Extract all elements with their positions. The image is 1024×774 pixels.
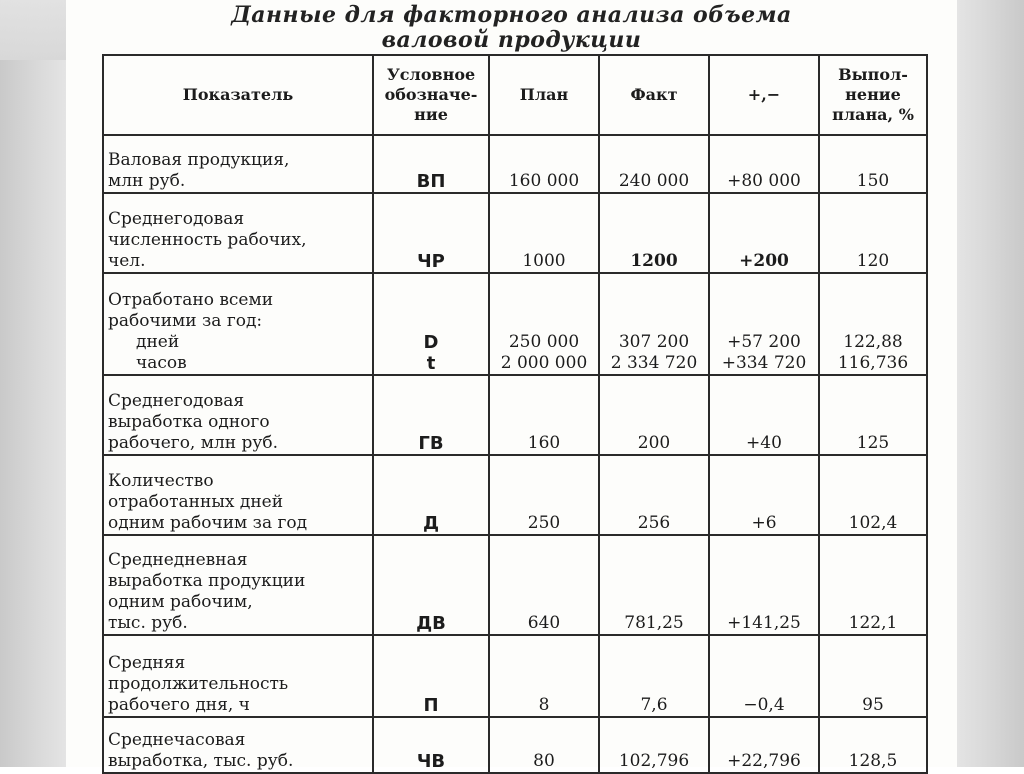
name-line: рабочего, млн руб.: [108, 433, 279, 453]
row-diff: +22,796: [709, 717, 819, 773]
name-line: выработка, тыс. руб.: [108, 751, 294, 771]
name-line: выработка продукции: [108, 571, 306, 591]
row-fact: 1200: [599, 193, 709, 273]
row-execution: 125: [819, 375, 927, 455]
symbol-line: D: [423, 332, 439, 353]
table-row: [103, 375, 927, 455]
name-line: часов: [136, 353, 187, 373]
header-execution-line: плана, %: [832, 105, 914, 124]
plan-line: 2 000 000: [500, 353, 588, 373]
row-indicator-name: [103, 635, 373, 717]
name-line: млн руб.: [108, 171, 186, 191]
row-symbol: [373, 273, 489, 375]
row-diff: [709, 273, 819, 375]
name-line: рабочего дня, ч: [108, 695, 250, 715]
row-fact: [599, 273, 709, 375]
row-plan: 160: [489, 375, 599, 455]
table-row: [103, 455, 927, 535]
row-symbol: Д: [373, 455, 489, 535]
factor-analysis-table: [102, 54, 928, 774]
row-fact: 256: [599, 455, 709, 535]
row-symbol: ГВ: [373, 375, 489, 455]
diff-line: +57 200: [727, 332, 801, 352]
document-title-line-1: Данные для факторного анализа объема: [231, 2, 792, 28]
name-line: Отработано всеми: [108, 290, 274, 310]
document-title-line-2: валовой продукции: [381, 27, 642, 53]
row-execution: 150: [819, 135, 927, 193]
row-indicator-name: [103, 375, 373, 455]
header-fact: Факт: [599, 55, 709, 135]
table-row: [103, 193, 927, 273]
header-symbol-line: обозначе-: [384, 85, 478, 104]
header-execution-line: нение: [845, 85, 901, 104]
name-line: Среднегодовая: [108, 209, 245, 229]
name-line: Средняя: [108, 653, 186, 673]
table-header-row: [103, 55, 927, 135]
name-line: дней: [136, 332, 180, 352]
header-execution-line: Выпол-: [838, 65, 908, 84]
left-backdrop: [0, 0, 66, 767]
row-diff: +200: [709, 193, 819, 273]
row-execution: 122,1: [819, 535, 927, 635]
table-row: [103, 273, 927, 375]
plan-line: 250 000: [508, 332, 580, 352]
row-indicator-name: [103, 535, 373, 635]
header-plan: План: [489, 55, 599, 135]
row-symbol: П: [373, 635, 489, 717]
table-row: [103, 717, 927, 773]
fact-line: 307 200: [618, 332, 690, 352]
table-row: [103, 135, 927, 193]
row-plan: 250: [489, 455, 599, 535]
name-line: численность рабочих,: [108, 230, 307, 250]
symbol-line: t: [426, 353, 436, 374]
row-fact: 7,6: [599, 635, 709, 717]
row-indicator-name: [103, 135, 373, 193]
row-indicator-name: [103, 717, 373, 773]
header-indicator: Показатель: [103, 55, 373, 135]
row-execution: 95: [819, 635, 927, 717]
name-line: чел.: [108, 251, 146, 271]
execution-line: 122,88: [843, 332, 903, 352]
header-symbol-line: Условное: [386, 65, 476, 84]
row-plan: 640: [489, 535, 599, 635]
row-execution: 120: [819, 193, 927, 273]
row-symbol: ДВ: [373, 535, 489, 635]
document-page: [66, 0, 957, 772]
table-row: [103, 635, 927, 717]
row-execution: [819, 273, 927, 375]
row-fact: 781,25: [599, 535, 709, 635]
row-symbol: ВП: [373, 135, 489, 193]
row-fact: 102,796: [599, 717, 709, 773]
row-indicator-name: [103, 273, 373, 375]
row-symbol: ЧВ: [373, 717, 489, 773]
header-execution: [819, 55, 927, 135]
diff-line: +334 720: [721, 353, 807, 373]
row-plan: 8: [489, 635, 599, 717]
row-plan: 80: [489, 717, 599, 773]
row-fact: 240 000: [599, 135, 709, 193]
table-row: [103, 535, 927, 635]
row-diff: +80 000: [709, 135, 819, 193]
row-indicator-name: [103, 193, 373, 273]
row-diff: +40: [709, 375, 819, 455]
header-symbol-line: ние: [414, 105, 448, 124]
name-line: Количество: [108, 471, 214, 491]
row-indicator-name: [103, 455, 373, 535]
row-execution: 102,4: [819, 455, 927, 535]
name-line: отработанных дней: [108, 492, 284, 512]
row-fact: 200: [599, 375, 709, 455]
name-line: Среднегодовая: [108, 391, 245, 411]
row-plan: 160 000: [489, 135, 599, 193]
name-line: выработка одного: [108, 412, 270, 432]
name-line: Среднечасовая: [108, 730, 246, 750]
row-diff: +6: [709, 455, 819, 535]
header-diff: +,−: [709, 55, 819, 135]
name-line: одним рабочим за год: [108, 513, 308, 533]
name-line: одним рабочим,: [108, 592, 253, 612]
row-diff: −0,4: [709, 635, 819, 717]
row-execution: 128,5: [819, 717, 927, 773]
row-plan: 1000: [489, 193, 599, 273]
fact-line: 2 334 720: [610, 353, 698, 373]
row-diff: +141,25: [709, 535, 819, 635]
name-line: Среднедневная: [108, 550, 248, 570]
row-plan: [489, 273, 599, 375]
execution-line: 116,736: [837, 353, 909, 373]
name-line: тыс. руб.: [108, 613, 188, 633]
name-line: продолжительность: [108, 674, 289, 694]
header-symbol: [373, 55, 489, 135]
right-backdrop: [957, 0, 1024, 767]
name-line: рабочими за год:: [108, 311, 263, 331]
row-symbol: ЧР: [373, 193, 489, 273]
name-line: Валовая продукция,: [108, 150, 290, 170]
